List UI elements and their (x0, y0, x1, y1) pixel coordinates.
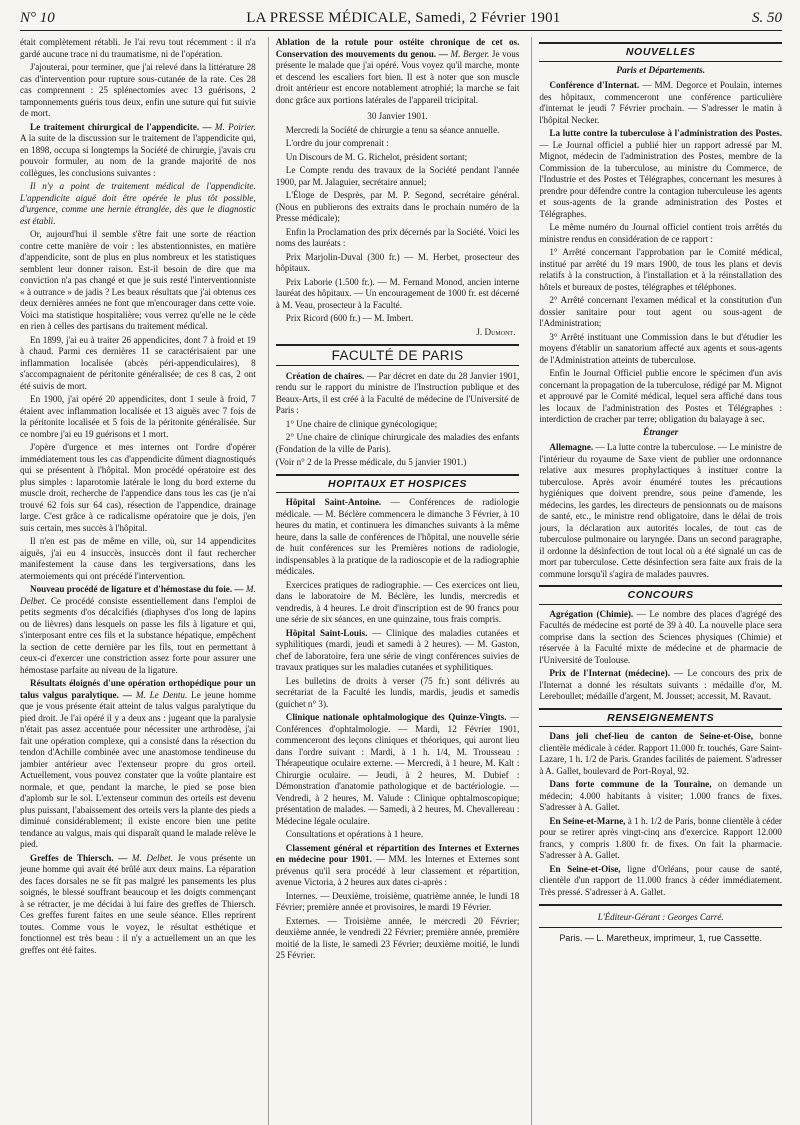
article-resultats (20, 678, 256, 851)
article-agregation (539, 609, 782, 667)
paragraph: En 1900, j'ai opéré 20 appendicites, dont 1 seule à froid, 7 étaient avec inflammation localisée et 13 aiguës avec 7 fois de la péritonite localisée et 5 fois de la péritonite généralisée. Sur ce nombre j'ai eu 19 guérisons et 1 mort. (20, 394, 256, 439)
article-text: — MM. les Internes et Externes sont prévenus qu'il sera procédé à leur classement et répartition, avenue Victoria, à 2 heures aux dates ci-après : (275, 854, 520, 887)
article-greffes (20, 853, 256, 957)
article-text: — Conférences d'ophtalmologie. — Mardi, 12 Février 1901, commenceront des leçons cliniques et théoriques, qui auront lieu dans l'ordre suivant : Mardi, à 1 h. 1/4, M. Trousseau : Thérapeutique oculaire externe. — Mercredi, à 1 heure, M. Kalt : Chirurgie oculaire. — Jeudi, à 2 heures, M. Dubief : Démonstration d'anatomie pathologique et de bactériologie. — Vendredi, à 2 heures, M. Valude : Clinique ophtalmoscopique; présentation de malades. — Samedi, à 2 heures, M. Chevallereau : Médecine légale oculaire. (275, 712, 520, 826)
article-heading: Clinique nationale ophtalmologique des Quinze-Vingts. (285, 712, 507, 722)
quote-text: Il n'y a point de traitement médical de l'appendicite. L'appendicite aiguë doit être opérée le plus tôt possible, d'urgence, comme une hernie étranglée, dès que le diagnostic est établi. (20, 181, 256, 226)
article-text: — Le concours des prix de l'Internat a donné les résultats suivants : médaille d'or, M. Lereboullet; médaille d'argent, M. Jousset; accessit, M. Ravaut. (539, 668, 782, 701)
editor-line: L'Éditeur-Gérant : Georges Carré. (539, 909, 782, 928)
article-heading: Agrégation (Chimie). (549, 608, 634, 619)
classified-ad (539, 779, 782, 814)
section-title-concours: CONCOURS (539, 585, 782, 605)
issue-number: N° 10 (20, 10, 55, 26)
article-heading: Ablation de la rotule pour ostéite chronique de cet os. Conservation des mouvements du genou. — (275, 37, 520, 59)
article-heading: Conférence d'Internat. (549, 80, 640, 90)
paragraph: 3° Arrêté instituant une Commission dans le but d'étudier les moyens d'établir un sanatorium affecté aux agents et sous-agents de l'Administration atteints de tuberculose. (539, 331, 782, 365)
subheading-etranger: Étranger (642, 427, 679, 438)
article-heading: Création de chaires. (285, 370, 365, 381)
issue-date: , Samedi, 2 Février 1901 (407, 10, 561, 26)
article-heading: Hôpital Saint-Antoine. (285, 497, 382, 507)
paragraph: Or, aujourd'hui il semble s'être fait une sorte de réaction contre cette manière de voir : les abstentionnistes, en matière d'appendicite, sont de plus en plus nombreux et les statistiques semblent leur donner raison. Est-il besoin de dire que ma conviction n'a pas changé et que je suis resté l'interventionniste « à outrance » de jadis ? Les beaux résultats que j'ai obtenus ces deux dernières années ne font que m'encourager dans cette voie. Voici ma statistique hospitalière; vous verrez qu'elle ne le cède en rien à celles des partisans du traitement médical. (20, 229, 256, 331)
ad-text: bonne clientèle médicale à céder. Rapport 11.000 fr. touchés, Gare Saint-Lazare, 1 h. 1/2 de Paris. Grandes facilités de paiement. S'adresser à A. Gallet, boulevard de Port-Royal, 92. (539, 731, 782, 776)
article-heading: Prix de l'Internat (médecine). (549, 668, 670, 678)
article-heading: Le traitement chirurgical de l'appendicite. — (30, 121, 212, 132)
section-title-faculte: FACULTÉ DE PARIS (276, 344, 520, 366)
article-author: M. Delbet. (20, 584, 256, 606)
article-text: Le jeune homme que je vous présente était atteint de talus valgus paralytique du pied droit. Je l'ai opéré il y a deux ans : jugeant que la paralysie n'était pas assez accentuée pour nécessiter une arthrodèse, j'ai fait une opération complexe, qui a consisté dans la résection du tendon d'Achille combinée avec une anastomose tendineuse du jambier antérieur avec l'extenseur propre du gros orteil. Actuellement, vous pouvez constater que la voûte plantaire est normale, et que, pendant la marche, le pied se pose bien d'aplomb sur le sol. L'extenseur commun des orteils est devenu plus puissant, l'abaissement des orteils vers la plante des pieds a diminué considérablement; il existe encore bien une petite tendance au valgus, mais qui disparaît quand le malade relève le pied. (20, 689, 256, 849)
paragraph: 1° Arrêté concernant l'approbation par le Comité médical, institué par arrêté du 19 mars 1900, de tous les plans et devis relatifs à la construction, à l'installation et à la réinstallation des hôtels et bureaux de postes, télégraphes et téléphones. (539, 247, 782, 292)
article-heading: La lutte contre la tuberculose à l'administration des Postes. (549, 128, 782, 138)
article-author: M. Poirier. (214, 121, 256, 132)
ad-heading: En Seine-et-Oise, (549, 863, 621, 874)
ad-heading: En Seine-et-Marne, (549, 815, 626, 826)
paragraph: Exercices pratiques de radiographie. — Ces exercices ont lieu, dans le laboratoire de M. Béclère, les lundis, mercredis et vendredis, à 4 heures. Le droit d'inscription est de 90 francs pour une série de six séances, en une quinzaine, tous frais compris. (275, 579, 520, 624)
article-chaires (276, 371, 520, 417)
article-text: — Clinique des maladies cutanées et syphilitiques (mardi, jeudi et samedi à 2 heures). — M. Gaston, chef de laboratoire, fera une série de vingt conférences suivies de travaux pratiques sur les maladies cutanées et syphilitiques. (275, 627, 520, 672)
ad-text: ligne d'Orléans, pour cause de santé, clientèle d'un rapport de 11.000 francs à céder immédiatement. Très pressé. S'adresser à A. Gallet. (539, 863, 782, 897)
paragraph: Internes. — Deuxième, troisième, quatrième année, le lundi 18 Février; première année et provisoires, le mardi 19 Février. (275, 890, 520, 912)
ad-heading: Dans forte commune de la Touraine, (549, 779, 712, 789)
article-heading: Classement général et répartition des Internes et Externes en médecine pour 1901. (275, 842, 520, 864)
article-appendicite (20, 122, 256, 180)
article-heading: Hôpital Saint-Louis. (285, 627, 368, 638)
classified-ad (539, 864, 782, 899)
article-author: M. Berger. (450, 48, 490, 59)
article-text: — Conférences de radiologie médicale. — M. Béclère commencera le dimanche 3 Février, à 10 heures du matin, et continuera les dimanches suivants à la même heure, dans la salle de conférences de l'hôpital, une nouvelle série de huit conférences sur les Premières notions de radiologie, indispensables à la pratique de la radioscopie et de la radiographie médicales. (275, 497, 520, 576)
article-text: — MM. Degorce et Poulain, internes des hôpitaux, commenceront une conférence particulière d'internat le jeudi 7 Février prochain. — S'adresser le matin à l'hôpital Necker. (539, 80, 782, 125)
masthead-title (246, 10, 560, 27)
paragraph: Prix Ricord (600 fr.) — M. Imbert. (285, 313, 414, 323)
columns (20, 37, 782, 1125)
column-middle (268, 37, 520, 1125)
quote (20, 181, 256, 227)
article-text: Ce procédé consiste essentiellement dans l'emploi de petits segments d'os décalcifiés (diaphyses d'os long de lapins ou de lièvres) dans lesquels on passe les fils à ligature et qui, s'interposant entre ces fils et la substance hépatique, empêchent la section de cette dernière par les fils, tout en permettant à ceux-ci d'exercer une constriction assez forte pour assurer une hémostase parfaite au niveau de la ligature. (20, 595, 256, 675)
article-heading: Greffes de Thiersch. — (30, 852, 128, 863)
paragraph: L'ordre du jour comprenait : (285, 138, 389, 148)
classified-ad (539, 816, 782, 862)
section-title-hopitaux: HOPITAUX ET HOSPICES (276, 474, 520, 494)
article-tuberculose-postes (539, 128, 782, 220)
article-allemagne (539, 442, 782, 580)
article-classement (276, 843, 520, 889)
article-text: — Le Journal officiel a publié hier un rapport adressé par M. Mignot, médecin de l'administration des Postes, membre de la Commission de la tuberculose, au ministre du Commerce, de l'Industrie et des Postes et Télégraphes, concernant les mesures à prendre pour défendre contre la contagion tuberculeuse les agents et sous-agents de la grande administration des Postes et Télégraphes. (539, 139, 782, 219)
article-saint-louis (276, 628, 520, 674)
article-ablation (276, 37, 520, 106)
paragraph: était complètement rétabli. Je l'ai revu tout récemment : il n'a gardé aucune trace ni du traumatisme, ni de l'opération. (20, 37, 256, 59)
article-text: A la suite de la discussion sur le traitement de l'appendicite qui, en 1898, occupa si longtemps la Société de chirurgie, j'avais cru pouvoir formuler, au nom de la grande majorité de nos collègues, les conclusions suivantes : (20, 133, 256, 178)
ad-text: à 1 h. 1/2 de Paris, bonne clientèle à céder pour se retirer après vingt-cinq ans d'exercice. Rapport 12.000 francs, y compris 1.800 fr. de fixes. On fait la pharmacie. S'adresser à A. Gallet. (539, 815, 782, 860)
article-prix-internat (539, 668, 782, 703)
article-heading: Résultats éloignés d'une opération orthopédique pour un talus valgus paralytique. — (20, 678, 256, 700)
article-author: M. Le Dentu. (135, 689, 188, 700)
signature: J. Dumont. (476, 326, 516, 337)
printer-line: Paris. — L. Maretheux, imprimeur, 1, rue Cassette. (559, 932, 762, 943)
subheading-paris: Paris et Départements. (616, 65, 706, 76)
article-quinze-vingts (276, 712, 520, 827)
paragraph: J'opère d'urgence et mes internes ont l'ordre d'opérer immédiatement tous les cas d'appendicite dûment diagnostiqués qui se présentent à l'hôpital. Mon procédé opératoire est des plus simples : laparotomie latérale le long du bord externe du muscle droit, recherche de l'appendice dans tous les cas (je n'ai trouvé 62 fois sur 64 cas), résection de l'appendice, drainage large. C'est grâce à ce radicalisme opératoire que je dois, j'en suis certain, mes succès à l'hôpital. (20, 442, 256, 533)
ad-heading: Dans joli chef-lieu de canton de Seine-et-Oise, (549, 731, 754, 741)
article-ligature (20, 584, 256, 676)
paragraph: Enfin le Journal Officiel publie encore le spécimen d'un avis concernant la propagation de la tuberculose, rédigé par M. Mignot et approuvé par le Comité médical, lequel sera affiché dans tous les locaux de l'administration des Postes et Télégraphes : interdiction de cracher par terre; obligation du balayage à sec. (539, 368, 782, 424)
article-heading: Nouveau procédé de ligature et d'hémostase du foie. — (30, 584, 244, 594)
publication-name: LA PRESSE MÉDICALE (246, 10, 408, 26)
article-text: Je vous présente le malade que j'ai opéré. Vous voyez qu'il marche, monte et descend les escaliers fort bien. Il est à noter que son muscle droit antérieur est encore notablement atrophié; la marche se fait donc grâce aux portions latérales de l'appareil tricipital. (275, 48, 520, 105)
article-text: Je vous présente un jeune homme qui avait été brûlé aux deux mains. La réparation des faces dorsales ne se fit pas malgré les pansements les plus soignés, le blessé souffrant beaucoup et les doigts commençant à se rétracter, je me décidai à lui faire des greffes de Thiersch. Ces greffes furent faites en une seule séance. Elles reprirent toutes. Comme vous le voyez, le résultat esthétique et fonctionnel est très beau : il n'y a actuellement un an que les greffes ont été faites. (20, 852, 256, 955)
paragraph: Prix Marjolin-Duval (300 fr.) — M. Herbet, prosecteur des hôpitaux. (275, 251, 520, 273)
article-saint-antoine (276, 497, 520, 578)
paragraph: J'ajouterai, pour terminer, que j'ai relevé dans la littérature 28 cas d'intervention pour rupture sous-cutanée de la rate. Ces 28 cas comprennent : 25 splénectomies avec 13 guérisons, 2 tamponnements guéris tous deux, enfin une suture qui fut suivie de mort. (20, 62, 256, 118)
paragraph: Mercredi la Société de chirurgie a tenu sa séance annuelle. (285, 124, 500, 135)
article-text: — Par décret en date du 28 Janvier 1901, rendu sur le rapport du ministre de l'Instruction publique et des Beaux-Arts, il est créé à la Faculté de médecine de l'Université de Paris : (275, 370, 520, 415)
article-heading: Allemagne. (549, 442, 594, 452)
page-folio: S. 50 (752, 10, 782, 26)
paragraph: Un Discours de M. G. Richelot, président sortant; (285, 151, 468, 162)
article-text: — Le nombre des places d'agrégé des Facultés de médecine est porté de 39 à 40. La nouvelle place sera comprise dans la section des Sciences physiques (Chimie) et réservée à la Faculté mixte de médecine et de pharmacie de l'Université de Toulouse. (539, 608, 782, 665)
paragraph: 2° Arrêté concernant l'examen médical et la constitution d'un dossier sanitaire pour tout agent ou sous-agent de l'Administration; (539, 295, 782, 328)
column-left (20, 37, 256, 1125)
paragraph: Prix Laborie (1.500 fr.). — M. Fernand Monod, ancien interne lauréat des hôpitaux. — Un encouragement de 1000 fr. est décerné à M. Veau, prosecteur à la Faculté. (275, 276, 520, 310)
paragraph: 2° Une chaire de clinique chirurgicale des maladies des enfants (Fondation de la ville de Paris). (275, 432, 520, 454)
paragraph: Il n'en est pas de même en ville, où, sur 14 appendicites aiguës, j'ai eu 4 insuccès, insuccès dont il faut rechercher manifestement la cause dans les tergiversations, dans les atermoiements qui ont précédé l'intervention. (20, 536, 256, 581)
paragraph: Consultations et opérations à 1 heure. (285, 829, 424, 839)
paragraph: L'Éloge de Desprès, par M. P. Segond, secrétaire général. (Nous en publierons des extraits dans le prochain numéro de la Presse médicale); (275, 190, 520, 223)
paragraph: (Voir n° 2 de la Presse médicale, du 5 janvier 1901.) (275, 457, 467, 467)
paragraph: Les bulletins de droits à verser (75 fr.) sont délivrés au secrétariat de la Faculté les lundis, mardis, jeudis et samedis (guichet n° 3). (275, 675, 520, 709)
article-author: M. Delbet. (131, 852, 173, 863)
session-date: 30 Janvier 1901. (367, 111, 428, 121)
section-title-renseignements: RENSEIGNEMENTS (539, 708, 782, 728)
paragraph: Le Compte rendu des travaux de la Société pendant l'année 1900, par M. Jalaguier, secrétaire annuel; (275, 165, 520, 187)
paragraph: En 1899, j'ai eu à traiter 26 appendicites, dont 7 à froid et 19 à chaud. Parmi ces dernières 11 se caractérisaient par une inflammation localisée (abcès péri-appendiculaires), 8 s'accompagnaient de péritonite généralisée; de ces 8 cas, 2 ont été suivis de mort. (20, 334, 256, 391)
paragraph: Externes. — Troisième année, le mercredi 20 Février; deuxième année, le vendredi 22 Février; première année, première moitié de la liste, le samedi 23 Février; deuxième moitié, le lundi 25 Février. (275, 915, 520, 960)
paragraph: 1° Une chaire de clinique gynécologique; (285, 418, 438, 429)
paragraph: Enfin la Proclamation des prix décernés par la Société. Voici les noms des lauréats : (275, 226, 520, 248)
ad-text: on demande un médecin; 4.000 habitants à visiter; 1.000 francs de fixes. S'adresser à A. Gallet. (539, 779, 782, 812)
footer-divider (539, 904, 782, 906)
masthead (20, 10, 782, 31)
paragraph: Le même numéro du Journal officiel contient trois arrêtés du ministre rendus en considération de ce rapport : (539, 222, 782, 244)
article-text: — La lutte contre la tuberculose. — Le ministre de l'intérieur du royaume de Saxe vient de publier une ordonnance relative aux mesures prophylactiques à instituer contre la tuberculose. Après avoir énuméré toutes les précautions hygiéniques que doivent prendre, sous peine d'amende, les médecins, les gardes, les directeurs de pensionnats ou de maisons de santé, etc., le ministre rend obligatoire, dans le délai de trois jours, la déclaration aux autorités locales, de tout cas de tuberculose pulmonaire ou laryngée. Dans un second paragraphe, il ordonne la désinfection de tout local où a été signalé un cas de mort par tuberculose. Cette désinfection sera faite aux frais de la commune lorsqu'il s'agira de malades pauvres. (539, 442, 782, 579)
classified-ad (539, 731, 782, 777)
section-title-nouvelles: NOUVELLES (539, 42, 782, 62)
column-right (531, 37, 782, 1125)
article-internat (539, 80, 782, 126)
